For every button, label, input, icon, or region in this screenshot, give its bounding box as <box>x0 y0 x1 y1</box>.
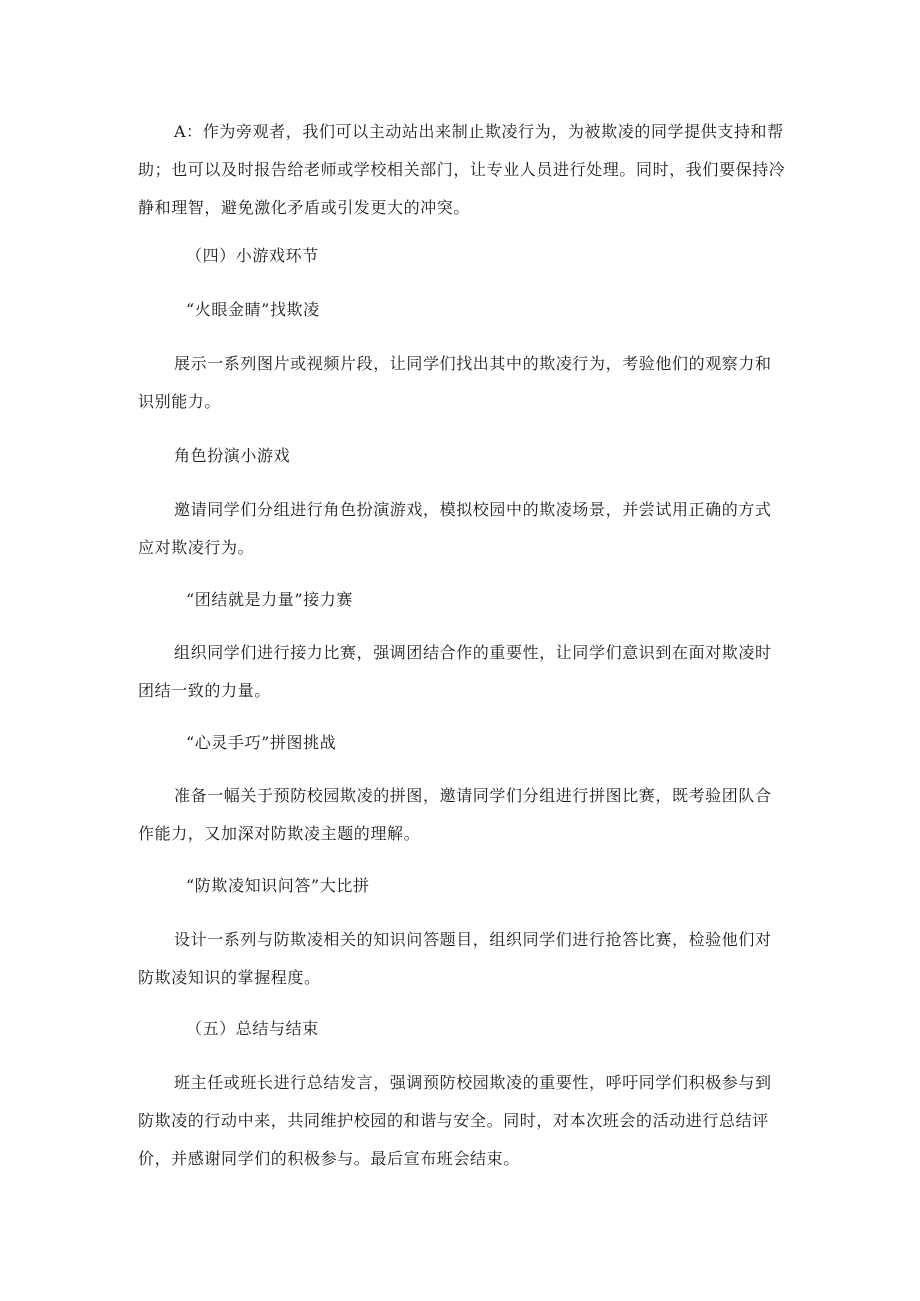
game-title-quiz: “防欺凌知识问答”大比拼 <box>186 876 370 895</box>
paragraph-relay: 组织同学们进行接力比赛，强调团结合作的重要性，让同学们意识到在面对欺凌时团结一致的力量。 <box>138 643 772 700</box>
paragraph-puzzle: 准备一幅关于预防校园欺凌的拼图，邀请同学们分组进行拼图比赛，既考验团队合作能力，又加深对防欺凌主题的理解。 <box>138 786 772 843</box>
paragraph-role-play: 邀请同学们分组进行角色扮演游戏，模拟校园中的欺凌场景，并尝试用正确的方式应对欺凌行为。 <box>138 500 772 557</box>
section-heading-summary: （五）总结与结束 <box>186 1019 319 1038</box>
paragraph-summary: 班主任或班长进行总结发言，强调预防校园欺凌的重要性，呼吁同学们积极参与到防欺凌的行动中来，共同维护校园的和谐与安全。同时，对本次班会的活动进行总结评价，并感谢同学们的积极参与。最后宣布班会结束。 <box>138 1073 772 1168</box>
section-heading-games: （四）小游戏环节 <box>186 246 319 265</box>
game-title-spot-bullying: “火眼金睛”找欺凌 <box>186 300 320 319</box>
game-title-relay: “团结就是力量”接力赛 <box>186 590 353 609</box>
game-title-role-play: 角色扮演小游戏 <box>174 446 291 465</box>
game-title-puzzle: “心灵手巧”拼图挑战 <box>186 733 337 752</box>
paragraph-spot-bullying: 展示一系列图片或视频片段，让同学们找出其中的欺凌行为，考验他们的观察力和识别能力。 <box>138 354 772 411</box>
paragraph-bystander-answer: A：作为旁观者，我们可以主动站出来制止欺凌行为，为被欺凌的同学提供支持和帮助；也可以及时报告给老师或学校相关部门，让专业人员进行处理。同时，我们要保持冷静和理智，避免激化矛盾或引发更大的冲突。 <box>138 122 786 217</box>
paragraph-quiz: 设计一系列与防欺凌相关的知识问答题目，组织同学们进行抢答比赛，检验他们对防欺凌知识的掌握程度。 <box>138 930 772 987</box>
